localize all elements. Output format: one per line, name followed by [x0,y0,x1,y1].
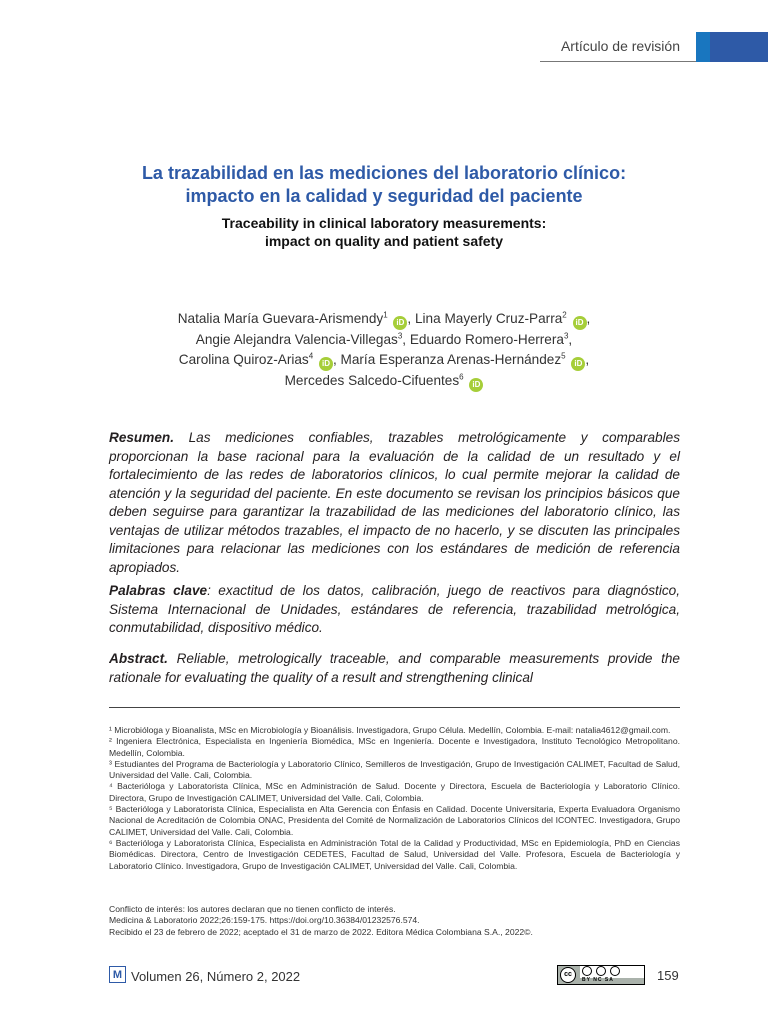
footnote: ¹ Microbióloga y Bioanalista, MSc en Microbiología y Bioanálisis. Investigadora, Grupo Célula. Medellín, Colombia. E-mail: natalia4612@gmail.com. [109,725,671,735]
page-number: 159 [657,968,679,983]
received-accepted-dates: Recibido el 23 de febrero de 2022; aceptado el 31 de marzo de 2022. Editora Médica Colombiana S.A., 2022©. [109,926,533,937]
article-meta [109,904,680,938]
author-affiliation-sup: 3 [397,331,403,341]
header-color-block-accent [696,32,710,62]
orcid-icon[interactable]: iD [469,378,483,392]
orcid-icon[interactable]: iD [393,316,407,330]
resumen-text: Las mediciones confiables, trazables metrológicamente y comparables proporcionan la base racional para la evaluación de la calidad de un resultado y el fortalecimiento de las redes de laboratorios clínicos, lo cual permite mejorar la calidad de atención y la seguridad del paciente. En este documento se revisan los principios básicos que deben seguirse para garantizar la trazabilidad de las mediciones del laboratorio clínico, las ventajas de utilizar métodos trazables, el impacto de no hacerlo, y se discuten las principales limitaciones para relacionar las mediciones con los estándares de medición de referencia apropiados. [109,430,680,575]
author-affiliation-sup: 5 [561,351,566,361]
resumen-paragraph [109,429,680,577]
footnotes [109,725,680,872]
resumen-label: Resumen. [109,430,174,445]
citation-doi[interactable]: Medicina & Laboratorio 2022;26:159-175. https://doi.org/10.36384/01232576.574. [109,915,420,926]
author-name: Angie Alejandra Valencia-Villegas [195,332,398,347]
article-english-title [0,214,768,250]
orcid-icon[interactable]: iD [573,316,587,330]
article-type-label: Artículo de revisión [560,38,680,54]
volume-issue: Volumen 26, Número 2, 2022 [131,969,301,984]
author-affiliation-sup: 4 [308,351,314,361]
article-english-title-line1: Traceability in clinical laboratory measurements: [221,215,547,231]
footnote-divider [109,707,680,708]
by-icon [582,966,592,976]
author-name: , María Esperanza Arenas-Hernández [332,352,562,367]
abstract-label: Abstract. [109,651,168,666]
license-terms: BY NC SA [582,977,614,983]
author-line-4 [0,371,768,392]
abstract-text: Reliable, metrologically traceable, and comparable measurements provide the rationale for evaluating the quality of a result and strengthening clinical [109,651,680,685]
article-title-line2: impacto en la calidad y seguridad del paciente [185,186,583,206]
author-affiliation-sup: 3 [563,331,569,341]
author-line-1: Natalia María Guevara-Arismendy$^1$ iD , Lina Mayerly Cruz-Parra$^2$ iD , [0,309,768,330]
nc-icon [596,966,606,976]
author-affiliation-sup: 1 [383,310,388,320]
keywords-paragraph [109,582,680,638]
keywords-text: : exactitud de los datos, calibración, juego de reactivos para diagnóstico, Sistema Internacional de Unidades, estándares de referencia, trazabilidad metrológica, conmutabilidad, dispositivo médico. [109,583,680,635]
author-name: Mercedes Salcedo-Cifuentes [284,373,460,388]
footnote: ² Ingeniera Electrónica, Especialista en Ingeniería Biomédica, MSc en Ingeniería. Docente e Investigadora, Instituto Tecnológico Metropolitano. Medellín, Colombia. [109,736,680,758]
author-name: , Lina Mayerly Cruz-Parra [407,311,563,326]
author-affiliation-sup: 6 [459,372,464,382]
keywords-label: Palabras clave [109,583,208,598]
author-line-2: Angie Alejandra Valencia-Villegas$^3$, Eduardo Romero-Herrera$^3$, [195,331,573,347]
author-list [0,309,768,392]
header-color-block [696,32,768,62]
conflict-statement: Conflicto de interés: los autores declaran que no tienen conflicto de interés. [109,904,396,914]
cc-icon: cc [560,967,576,983]
footnote: ⁵ Bacterióloga y Laboratorista Clínica, Especialista en Alta Gerencia con Énfasis en Calidad. Docente Universitaria, Experta Evaluadora Organismo Nacional de Acreditación de Colombia ONAC, Presidenta del Comité de Normalización de Laboratorios Clínicos del ICONTEC. Investigadora, Grupo CALIMET, Universidad del Valle. Cali, Colombia. [109,804,680,837]
footnote: ³ Estudiantes del Programa de Bacteriología y Laboratorio Clínico, Semilleros de Investigación, Grupo de Investigación CALIMET, Facultad de Salud, Universidad del Valle. Cali, Colombia. [109,758,680,781]
article-english-title-line2: impact on quality and patient safety [264,233,504,249]
orcid-icon[interactable]: iD [571,357,585,371]
author-name: , Eduardo Romero-Herrera [402,332,564,347]
abstract-paragraph [109,650,680,687]
footnote: ⁶ Bacterióloga y Laboratorista Clínica, Especialista en Administración Total de la Calidad y Productividad, MSc en Epidemiología, PhD en Ciencias Biomédicas. Directora, Centro de Investigación CEDETES, Facultad de Salud, Universidad del Valle. Profesora, Escuela de Bacteriología y Laboratorio Clínico. Investigadora, Grupo de Investigación CALIMET, Universidad del Valle. Cali, Colombia. [109,837,680,871]
sa-icon [610,966,620,976]
creative-commons-license-badge[interactable] [557,965,645,985]
journal-logo: M [109,966,126,983]
author-name: Carolina Quiroz-Arias [178,352,309,367]
article-title-line1: La trazabilidad en las mediciones del laboratorio clínico: [141,163,627,183]
author-line-3: Carolina Quiroz-Arias$^4$ iD , María Esperanza Arenas-Hernández$^5$ iD , [0,350,768,371]
author-affiliation-sup: 2 [562,310,567,320]
footnote: ⁴ Bacterióloga y Laboratorista Clínica, MSc en Administración de Salud. Docente y Directora, Escuela de Bacteriología y Laboratorio Clínico. Directora, Grupo de Investigación CALIMET, Universidad del Valle. Cali, Colombia. [109,781,680,803]
header-rule [540,61,696,62]
article-title [0,162,768,208]
author-name: Natalia María Guevara-Arismendy [177,311,384,326]
orcid-icon[interactable]: iD [319,357,333,371]
